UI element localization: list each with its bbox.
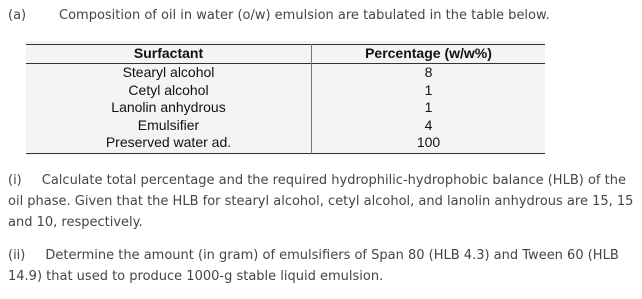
header-percentage: Percentage (w/w%) xyxy=(365,45,492,61)
cell-surfactant: Cetyl alcohol xyxy=(128,81,209,98)
cell-surfactant: Preserved water ad. xyxy=(105,134,232,151)
part-i-text-1: Calculate total percentage and the required hydrophilic-hydrophobic balance (HLB) of the xyxy=(41,173,626,188)
cell-percentage: 1 xyxy=(424,81,433,98)
table-row xyxy=(26,99,545,117)
part-ii xyxy=(8,245,636,287)
header-surfactant: Surfactant xyxy=(133,45,204,61)
table-row xyxy=(26,64,545,82)
cell-surfactant: Stearyl alcohol xyxy=(122,64,215,80)
part-i-line-3: and 10, respectively. xyxy=(8,215,143,230)
question-text: Composition of oil in water (o/w) emulsion are tabulated in the table below. xyxy=(59,8,550,23)
part-ii-text-1: Determine the amount (in gram) of emulsifiers of Span 80 (HLB 4.3) and Tween 60 (HLB xyxy=(45,248,619,263)
table-row xyxy=(26,117,545,135)
table-bottom-rule xyxy=(26,153,545,154)
cell-surfactant: Emulsifier xyxy=(137,116,200,133)
part-ii-line-1 xyxy=(8,245,636,266)
table-row xyxy=(26,134,545,152)
cell-surfactant: Lanolin anhydrous xyxy=(111,99,226,116)
part-i-line-2: oil phase. Given that the HLB for stearyl alcohol, cetyl alcohol, and lanolin anhydrous are 15, 15 xyxy=(8,194,634,209)
cell-percentage: 4 xyxy=(424,116,433,133)
part-i-label: (i) xyxy=(8,173,22,188)
part-ii-line-2: 14.9) that used to produce 1000-g stable liquid emulsion. xyxy=(8,269,384,284)
part-i xyxy=(8,170,636,233)
question-label: (a) xyxy=(8,8,27,23)
cell-percentage: 100 xyxy=(416,134,441,151)
table-row xyxy=(26,82,545,100)
cell-percentage: 8 xyxy=(424,64,433,80)
cell-percentage: 1 xyxy=(424,99,433,116)
part-i-line-1 xyxy=(8,170,636,191)
composition-table xyxy=(26,41,545,155)
part-ii-label: (ii) xyxy=(8,248,26,263)
